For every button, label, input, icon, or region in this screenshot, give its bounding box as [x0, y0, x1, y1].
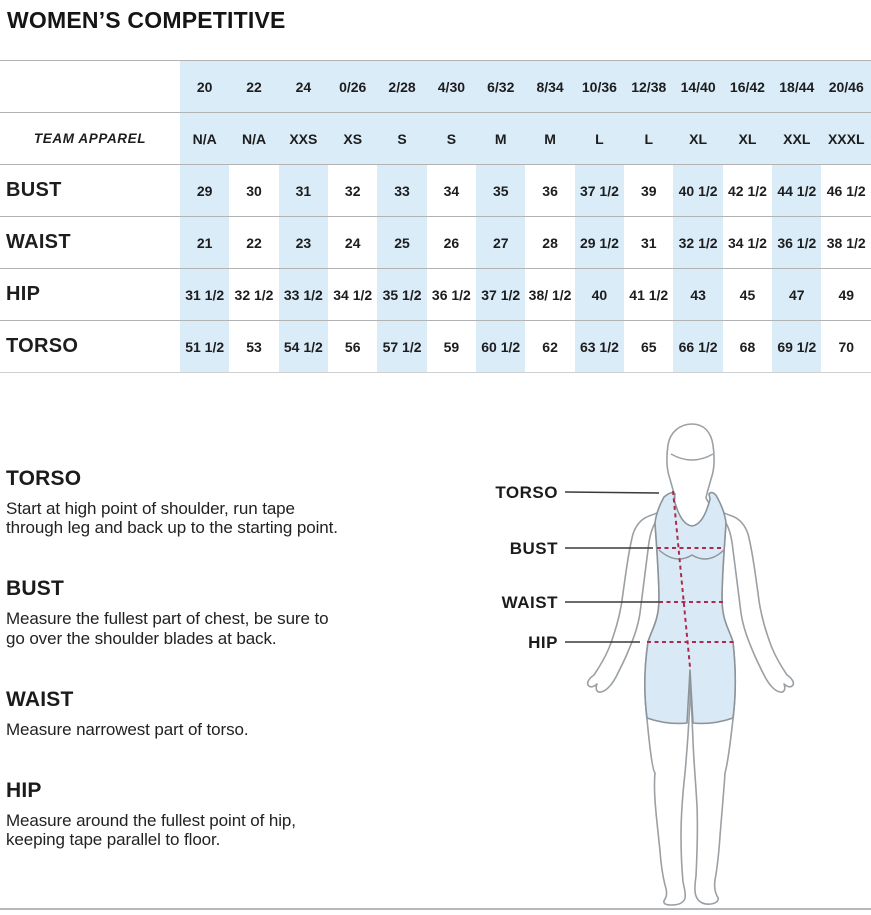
- size-cell-team-apparel: M: [476, 113, 525, 165]
- size-cell-torso: 62: [525, 321, 574, 373]
- size-cell-hip: 31 1/2: [180, 269, 229, 321]
- size-cell-team-apparel: N/A: [229, 113, 278, 165]
- size-cell-bust: 39: [624, 165, 673, 217]
- instruction-body-torso: Start at high point of shoulder, run tape through leg and back up to the starting point.: [6, 499, 338, 538]
- size-cell-bust: 30: [229, 165, 278, 217]
- diagram-label-waist: WAIST: [501, 593, 558, 612]
- size-cell-hip: 43: [673, 269, 722, 321]
- size-cell-hip: 37 1/2: [476, 269, 525, 321]
- bottom-divider-line: [0, 908, 871, 910]
- row-label-team-apparel: TEAM APPAREL: [0, 113, 180, 165]
- size-cell-team-apparel: M: [525, 113, 574, 165]
- diagram-label-torso: TORSO: [495, 483, 558, 502]
- size-cell-bust: 31: [279, 165, 328, 217]
- size-cell-waist: 22: [229, 217, 278, 269]
- instruction-bust: [6, 577, 346, 647]
- size-cell-waist: 26: [427, 217, 476, 269]
- body-diagram: [440, 421, 871, 906]
- instruction-heading-bust: BUST: [6, 577, 64, 601]
- size-cell-hip: 34 1/2: [328, 269, 377, 321]
- size-cell-torso: 51 1/2: [180, 321, 229, 373]
- size-cell-bust: 32: [328, 165, 377, 217]
- size-cell-torso: 56: [328, 321, 377, 373]
- body-diagram-svg: [440, 421, 871, 906]
- instruction-body-hip: Measure around the fullest point of hip, keeping tape parallel to floor.: [6, 811, 296, 850]
- table-row-team-apparel: [0, 113, 871, 165]
- size-cell-team-apparel: S: [427, 113, 476, 165]
- size-cell-torso: 66 1/2: [673, 321, 722, 373]
- size-cell-waist: 25: [377, 217, 426, 269]
- size-chart-table: [0, 60, 871, 373]
- size-cell-team-apparel: XXXL: [821, 113, 871, 165]
- instruction-heading-torso: TORSO: [6, 467, 82, 490]
- size-cell-hip: 33 1/2: [279, 269, 328, 321]
- size-header-cell: 4/30: [427, 61, 476, 113]
- size-cell-waist: 23: [279, 217, 328, 269]
- table-row-torso: [0, 321, 871, 373]
- page-title: WOMEN’S COMPETITIVE: [7, 7, 286, 33]
- size-cell-torso: 65: [624, 321, 673, 373]
- size-header-cell: 22: [229, 61, 278, 113]
- size-cell-waist: 38 1/2: [821, 217, 871, 269]
- size-header-empty-cell: [0, 61, 180, 113]
- size-cell-team-apparel: S: [377, 113, 426, 165]
- size-cell-team-apparel: XS: [328, 113, 377, 165]
- size-cell-torso: 69 1/2: [772, 321, 821, 373]
- size-cell-team-apparel: XXL: [772, 113, 821, 165]
- size-cell-bust: 42 1/2: [723, 165, 772, 217]
- size-cell-waist: 27: [476, 217, 525, 269]
- size-cell-hip: 32 1/2: [229, 269, 278, 321]
- instruction-body-bust: Measure the fullest part of chest, be sure to go over the shoulder blades at back.: [6, 609, 329, 648]
- size-header-cell: 14/40: [673, 61, 722, 113]
- instruction-waist: [6, 688, 346, 739]
- size-cell-team-apparel: XXS: [279, 113, 328, 165]
- size-header-cell: 12/38: [624, 61, 673, 113]
- size-header-cell: 6/32: [476, 61, 525, 113]
- size-cell-bust: 44 1/2: [772, 165, 821, 217]
- size-cell-hip: 49: [821, 269, 871, 321]
- size-cell-team-apparel: L: [575, 113, 624, 165]
- size-cell-bust: 37 1/2: [575, 165, 624, 217]
- size-header-cell: 20: [180, 61, 229, 113]
- size-header-cell: 24: [279, 61, 328, 113]
- diagram-label-bust: BUST: [509, 539, 558, 558]
- size-header-cell: 0/26: [328, 61, 377, 113]
- row-label-bust: BUST: [0, 165, 180, 217]
- size-cell-waist: 28: [525, 217, 574, 269]
- size-cell-hip: 36 1/2: [427, 269, 476, 321]
- size-cell-team-apparel: XL: [673, 113, 722, 165]
- size-cell-hip: 45: [723, 269, 772, 321]
- size-header-cell: 20/46: [821, 61, 871, 113]
- size-cell-bust: 36: [525, 165, 574, 217]
- instruction-body-waist: Measure narrowest part of torso.: [6, 719, 249, 739]
- row-label-hip: HIP: [0, 269, 180, 321]
- size-cell-waist: 34 1/2: [723, 217, 772, 269]
- size-cell-waist: 24: [328, 217, 377, 269]
- size-cell-torso: 59: [427, 321, 476, 373]
- table-row-hip: [0, 269, 871, 321]
- size-header-cell: 8/34: [525, 61, 574, 113]
- size-header-cell: 10/36: [575, 61, 624, 113]
- size-cell-waist: 32 1/2: [673, 217, 722, 269]
- size-cell-waist: 31: [624, 217, 673, 269]
- table-row-waist: [0, 217, 871, 269]
- size-cell-team-apparel: XL: [723, 113, 772, 165]
- size-cell-hip: 35 1/2: [377, 269, 426, 321]
- instruction-heading-waist: WAIST: [6, 687, 74, 711]
- size-cell-torso: 70: [821, 321, 871, 373]
- measure-instructions: [6, 467, 346, 849]
- instruction-torso: [6, 467, 346, 537]
- size-cell-bust: 40 1/2: [673, 165, 722, 217]
- size-cell-bust: 46 1/2: [821, 165, 871, 217]
- size-cell-waist: 21: [180, 217, 229, 269]
- size-cell-bust: 33: [377, 165, 426, 217]
- size-chart-body: [0, 61, 871, 373]
- size-cell-torso: 53: [229, 321, 278, 373]
- size-cell-team-apparel: L: [624, 113, 673, 165]
- size-cell-hip: 38/ 1/2: [525, 269, 574, 321]
- size-cell-hip: 41 1/2: [624, 269, 673, 321]
- size-cell-waist: 36 1/2: [772, 217, 821, 269]
- size-cell-hip: 47: [772, 269, 821, 321]
- size-header-cell: 2/28: [377, 61, 426, 113]
- size-cell-torso: 54 1/2: [279, 321, 328, 373]
- instruction-hip: [6, 779, 346, 849]
- size-cell-bust: 29: [180, 165, 229, 217]
- size-cell-torso: 60 1/2: [476, 321, 525, 373]
- table-row-bust: [0, 165, 871, 217]
- size-header-cell: 16/42: [723, 61, 772, 113]
- row-label-torso: TORSO: [0, 321, 180, 373]
- size-cell-waist: 29 1/2: [575, 217, 624, 269]
- row-label-waist: WAIST: [0, 217, 180, 269]
- lower-section: [0, 373, 871, 911]
- size-cell-torso: 63 1/2: [575, 321, 624, 373]
- size-header-cell: 18/44: [772, 61, 821, 113]
- size-cell-team-apparel: N/A: [180, 113, 229, 165]
- torso-pointer-line: [565, 492, 659, 493]
- size-cell-bust: 34: [427, 165, 476, 217]
- size-cell-torso: 68: [723, 321, 772, 373]
- size-cell-bust: 35: [476, 165, 525, 217]
- diagram-label-hip: HIP: [528, 633, 558, 652]
- size-cell-hip: 40: [575, 269, 624, 321]
- instruction-heading-hip: HIP: [6, 779, 42, 803]
- size-header-row: [0, 61, 871, 113]
- size-cell-torso: 57 1/2: [377, 321, 426, 373]
